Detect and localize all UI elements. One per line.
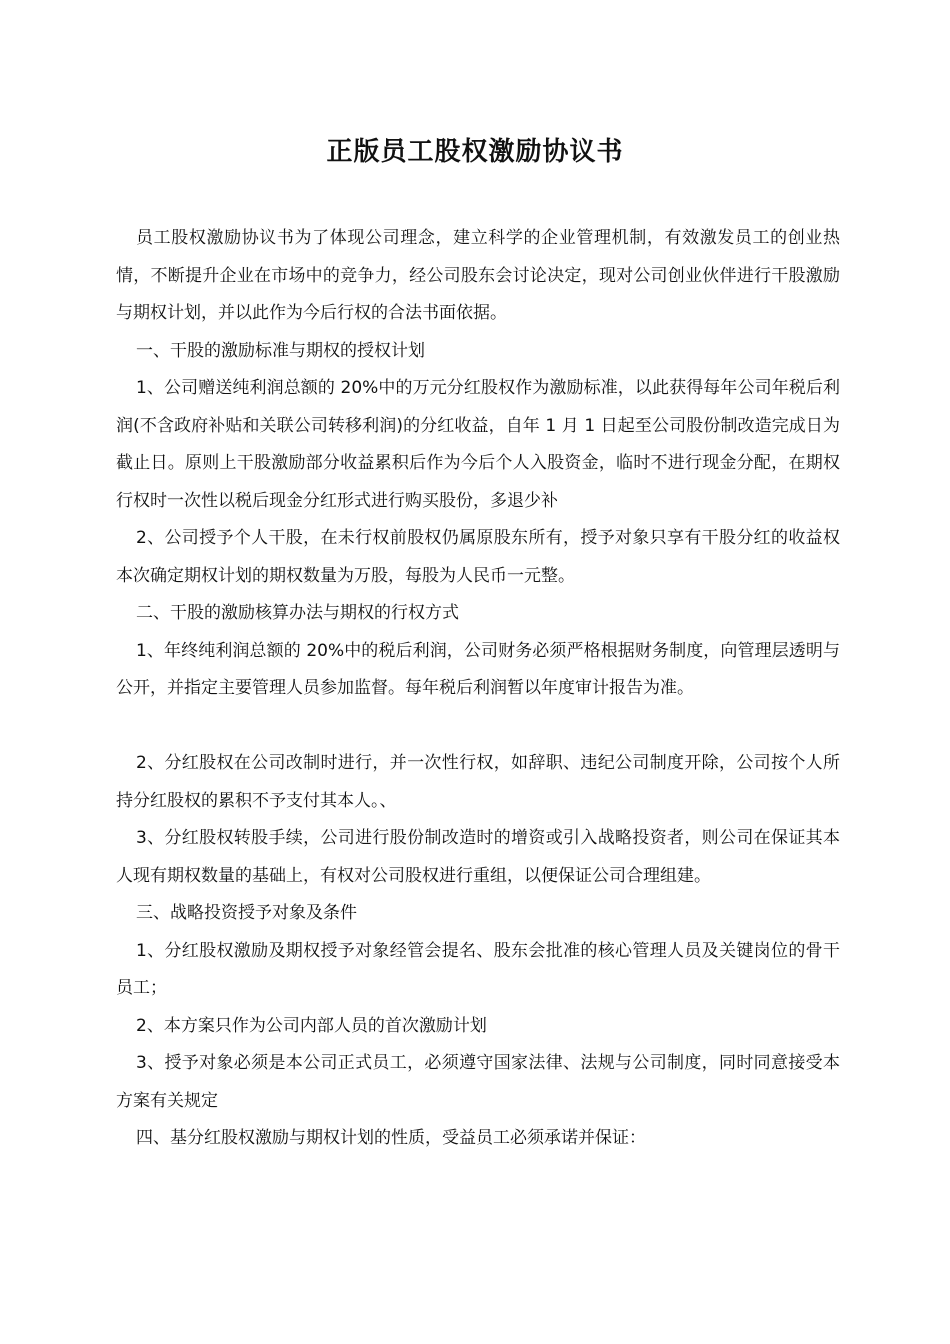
clause-3-3: 3、授予对象必须是本公司正式员工，必须遵守国家法律、法规与公司制度，同时同意接受本方案有关规定 [116,1053,840,1111]
section-heading-3: 三、战略投资授予对象及条件 [136,903,357,923]
clause-1-2: 2、公司授予个人干股，在未行权前股权仍属原股东所有，授予对象只享有干股分红的收益权本次确定期权计划的期权数量为万股，每股为人民币一元整。 [116,528,840,586]
section-heading-1: 一、干股的激励标准与期权的授权计划 [136,340,425,361]
document-title: 正版员工股权激励协议书 [326,137,624,167]
clause-2-3: 3、分红股权转股手续，公司进行股份制改造时的增资或引入战略投资者，则公司在保证其本人现有期权数量的基础上，有权对公司股权进行重组，以便保证公司合理组建。 [116,828,840,886]
clause-2-2: 2、分红股权在公司改制时进行，并一次性行权，如辞职、违纪公司制度开除，公司按个人所持分红股权的累积不予支付其本人。、 [116,753,840,811]
section-heading-4: 四、基分红股权激励与期权计划的性质，受益员工必须承诺并保证： [136,1128,646,1148]
clause-3-1: 1、分红股权激励及期权授予对象经管会提名、股东会批准的核心管理人员及关键岗位的骨干员工； [116,940,840,998]
clause-1-1: 1、公司赠送纯利润总额的 20%中的万元分红股权作为激励标准，以此获得每年公司年税后利润(不含政府补贴和关联公司转移利润)的分红收益，自年 1 月 1 日起至公司股份制改造完成日为截止日。原则上干股激励部分收益累积后作为今后个人入股资金，临时不进行现金分配，在期权行权时一次性以税后现金分红形式进行购买股份，多退少补 [116,378,840,511]
intro-paragraph: 员工股权激励协议书为了体现公司理念，建立科学的企业管理机制，有效激发员工的创业热情，不断提升企业在市场中的竞争力，经公司股东会讨论决定，现对公司创业伙伴进行干股激励与期权计划，并以此作为今后行权的合法书面依据。 [116,228,840,323]
section-heading-2: 二、干股的激励核算办法与期权的行权方式 [136,603,459,623]
clause-3-2: 2、本方案只作为公司内部人员的首次激励计划 [136,1015,487,1036]
clause-2-1: 1、年终纯利润总额的 20%中的税后利润，公司财务必须严格根据财务制度，向管理层透明与公开，并指定主要管理人员参加监督。每年税后利润暂以年度审计报告为准。 [116,640,840,698]
document-body [116,220,840,1158]
blank-line [116,708,840,746]
